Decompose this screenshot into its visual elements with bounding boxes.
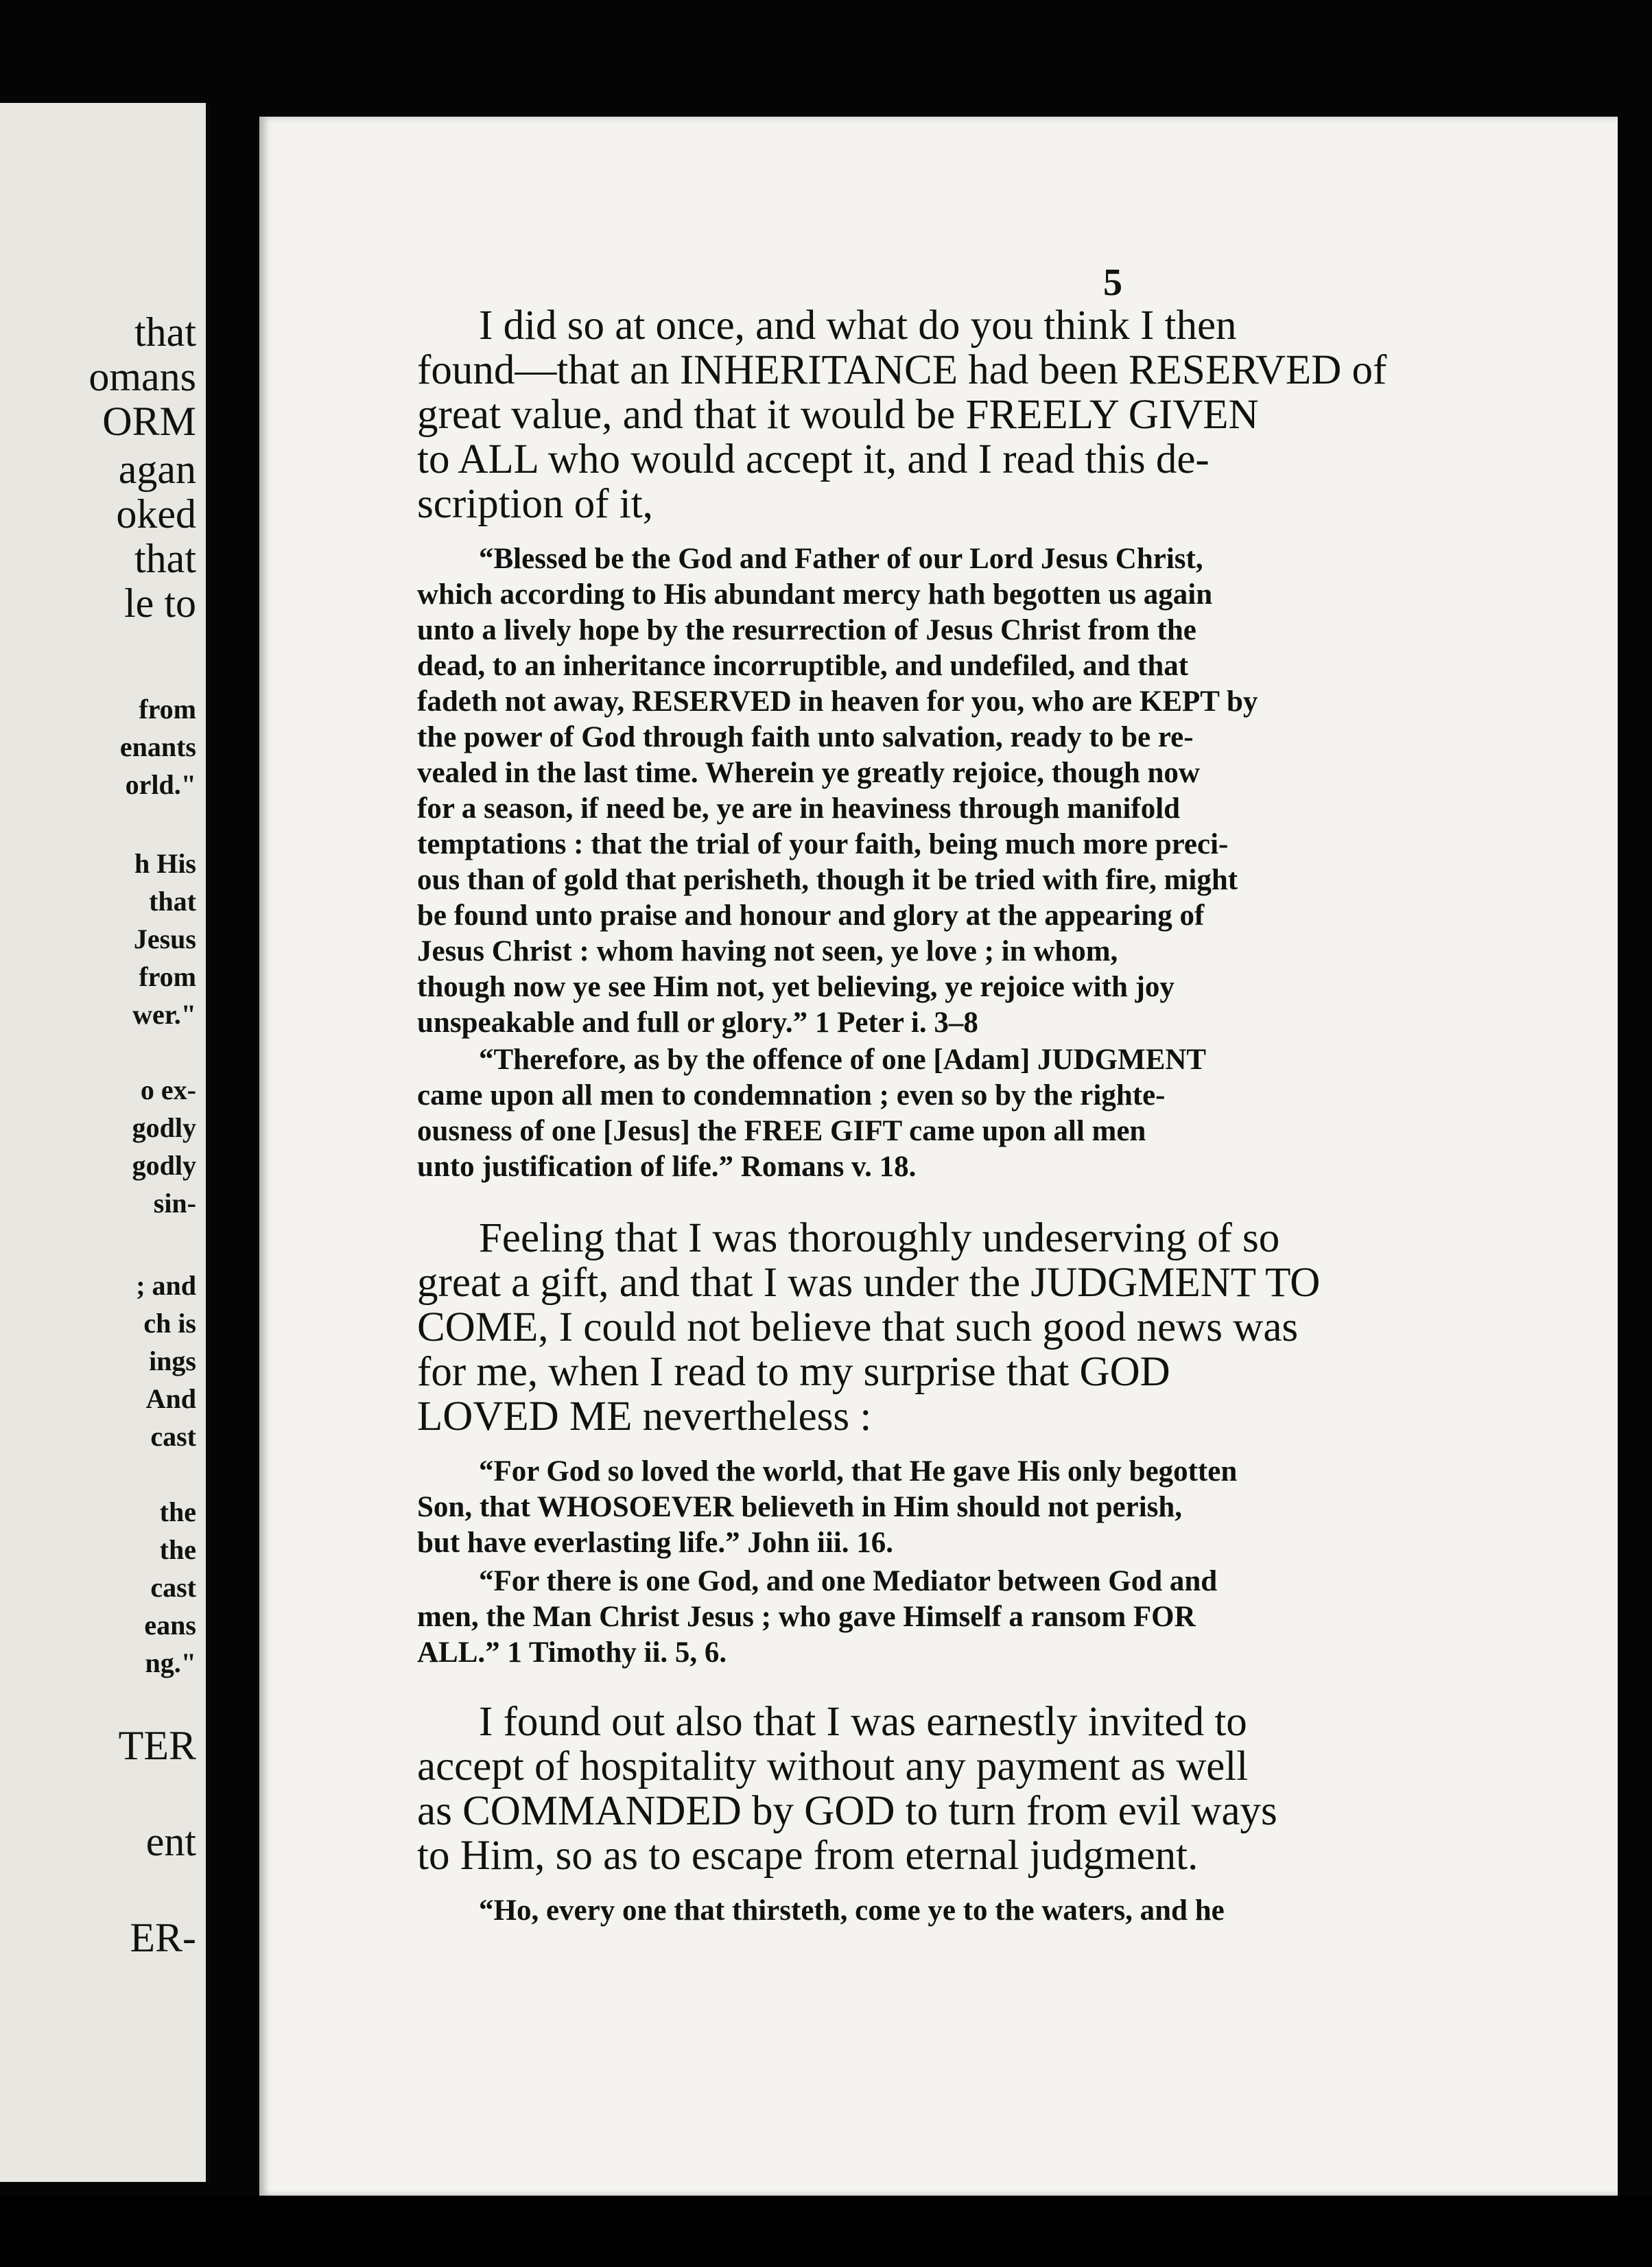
left-page-text-fragment: ORM bbox=[102, 399, 196, 444]
text-line: I did so at once, and what do you think I then bbox=[479, 303, 1237, 349]
left-page-text-fragment: TER bbox=[118, 1723, 196, 1768]
text-line: Son, that WHOSOEVER believeth in Him should not perish, bbox=[417, 1491, 1183, 1523]
left-page-text-fragment: ; and bbox=[136, 1270, 196, 1301]
left-page-text-fragment: godly bbox=[132, 1150, 196, 1181]
text-line: for a season, if need be, ye are in heaviness through manifold bbox=[417, 792, 1181, 825]
left-page-text-fragment: ent bbox=[145, 1819, 196, 1864]
text-line: vealed in the last time. Wherein ye greatly rejoice, though now bbox=[417, 757, 1200, 789]
text-line: accept of hospitality without any payment as well bbox=[417, 1743, 1249, 1789]
text-line: came upon all men to condemnation ; even so by the righte- bbox=[417, 1079, 1166, 1112]
left-page-text-fragment: wer." bbox=[132, 999, 196, 1030]
text-line: COME, I could not believe that such good news was bbox=[417, 1304, 1299, 1350]
text-line: “Ho, every one that thirsteth, come ye to the waters, and he bbox=[479, 1894, 1225, 1927]
left-page-text-fragment: the bbox=[159, 1496, 196, 1527]
left-page-text-fragment: that bbox=[149, 886, 196, 917]
left-page-text-fragment: oked bbox=[116, 491, 196, 537]
text-line: “Therefore, as by the offence of one [Adam] JUDGMENT bbox=[479, 1044, 1207, 1076]
left-page-text-fragment: And bbox=[145, 1383, 196, 1414]
left-page-text-fragment: enants bbox=[119, 731, 196, 762]
left-page-text-fragment: orld." bbox=[125, 769, 196, 800]
left-page-text-fragment: godly bbox=[132, 1112, 196, 1143]
text-line: unto a lively hope by the resurrection of Jesus Christ from the bbox=[417, 614, 1196, 646]
left-page-text-fragment: ER- bbox=[130, 1915, 196, 1960]
text-line: scription of it, bbox=[417, 481, 653, 527]
text-line: as COMMANDED by GOD to turn from evil ways bbox=[417, 1788, 1277, 1834]
text-line: unto justification of life.” Romans v. 18. bbox=[417, 1151, 917, 1183]
book-page bbox=[259, 117, 1618, 2196]
left-page-text-fragment: eans bbox=[144, 1610, 196, 1641]
text-line: the power of God through faith unto salvation, ready to be re- bbox=[417, 721, 1194, 753]
text-line: but have everlasting life.” John iii. 16. bbox=[417, 1527, 893, 1559]
text-line: “Blessed be the God and Father of our Lord Jesus Christ, bbox=[479, 543, 1203, 575]
text-line: “For God so loved the world, that He gave His only begotten bbox=[479, 1455, 1238, 1488]
text-line: unspeakable and full or glory.” 1 Peter i. 3–8 bbox=[417, 1007, 978, 1039]
text-line: LOVED ME nevertheless : bbox=[417, 1394, 872, 1440]
left-page-text-fragment: from bbox=[139, 694, 196, 725]
left-page-text-fragment: cast bbox=[150, 1421, 196, 1452]
text-line: men, the Man Christ Jesus ; who gave Himself a ransom FOR bbox=[417, 1601, 1196, 1633]
left-page-text-fragment: cast bbox=[150, 1572, 196, 1603]
text-line: great value, and that it would be FREELY GIVEN bbox=[417, 392, 1259, 438]
left-page-text-fragment: le to bbox=[124, 580, 196, 626]
text-line: dead, to an inheritance incorruptible, and undefiled, and that bbox=[417, 650, 1189, 682]
left-page-text-fragment: ng." bbox=[145, 1647, 196, 1678]
page-number: 5 bbox=[1103, 261, 1122, 304]
text-line: ALL.” 1 Timothy ii. 5, 6. bbox=[417, 1636, 727, 1669]
text-line: I found out also that I was earnestly invited to bbox=[479, 1699, 1247, 1745]
left-page-text-fragment: h His bbox=[134, 848, 196, 879]
text-line: Jesus Christ : whom having not seen, ye love ; in whom, bbox=[417, 935, 1118, 967]
left-page-text-fragment: that bbox=[134, 309, 196, 355]
scan-border bbox=[0, 2196, 1652, 2267]
left-page-text-fragment: ch is bbox=[143, 1308, 196, 1339]
left-page-text-fragment: the bbox=[159, 1534, 196, 1565]
text-line: ousness of one [Jesus] the FREE GIFT came upon all men bbox=[417, 1115, 1146, 1147]
left-page-text-fragment: o ex- bbox=[140, 1074, 196, 1105]
text-line: though now ye see Him not, yet believing, ye rejoice with joy bbox=[417, 971, 1175, 1003]
text-line: to ALL who would accept it, and I read this de- bbox=[417, 436, 1210, 482]
text-line: ous than of gold that perisheth, though it be tried with fire, might bbox=[417, 864, 1238, 896]
left-page-text-fragment: from bbox=[139, 961, 196, 992]
text-line: found—that an INHERITANCE had been RESERVED of bbox=[417, 347, 1387, 393]
text-line: fadeth not away, RESERVED in heaven for you, who are KEPT by bbox=[417, 685, 1258, 718]
left-page-text-fragment: sin- bbox=[153, 1188, 196, 1219]
text-line: great a gift, and that I was under the JUDGMENT TO bbox=[417, 1260, 1321, 1306]
left-page-text-fragment: omans bbox=[88, 354, 196, 399]
text-line: to Him, so as to escape from eternal judgment. bbox=[417, 1833, 1199, 1879]
text-line: which according to His abundant mercy hath begotten us again bbox=[417, 578, 1213, 611]
text-line: “For there is one God, and one Mediator between God and bbox=[479, 1565, 1218, 1597]
text-line: be found unto praise and honour and glory at the appearing of bbox=[417, 900, 1205, 932]
text-line: temptations : that the trial of your faith, being much more preci- bbox=[417, 828, 1229, 860]
text-line: for me, when I read to my surprise that GOD bbox=[417, 1349, 1170, 1395]
text-line: Feeling that I was thoroughly undeserving of so bbox=[479, 1215, 1280, 1261]
previous-page-fragment bbox=[0, 103, 206, 2182]
left-page-text-fragment: agan bbox=[118, 447, 196, 492]
left-page-text-fragment: that bbox=[134, 536, 196, 581]
left-page-text-fragment: Jesus bbox=[133, 924, 196, 954]
left-page-text-fragment: ings bbox=[149, 1346, 196, 1376]
page-gutter bbox=[206, 103, 210, 2182]
